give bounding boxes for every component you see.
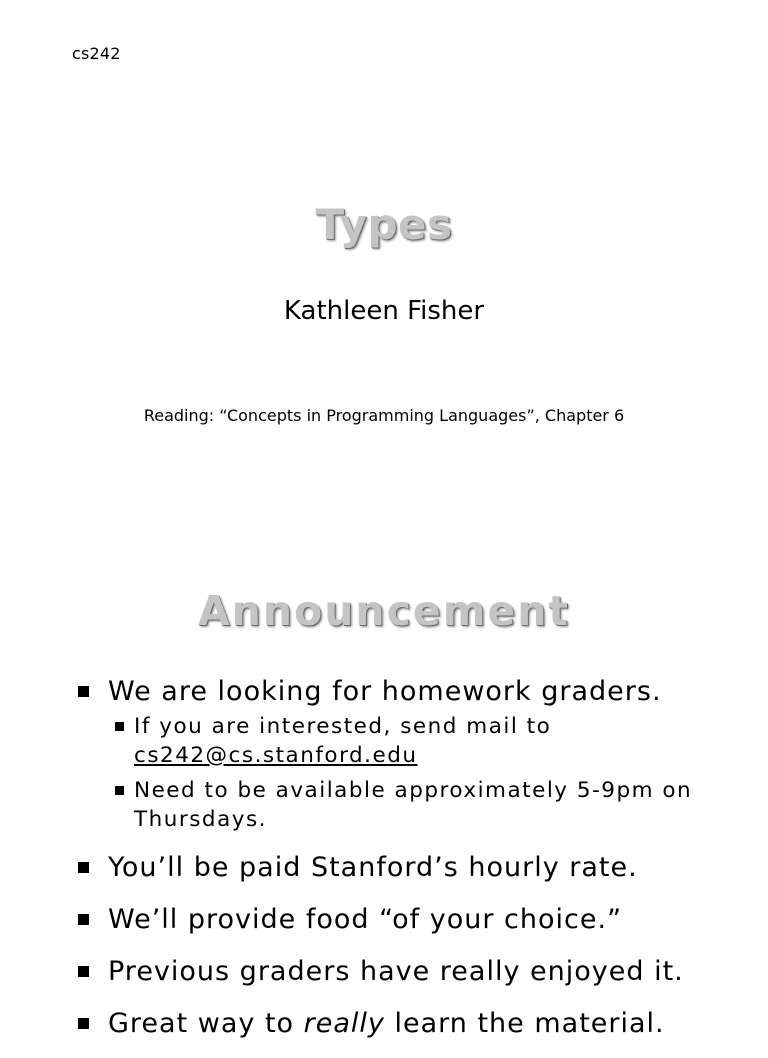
list-item-text: Previous graders have really enjoyed it. bbox=[108, 956, 684, 987]
sub-bullet-square-icon bbox=[115, 786, 124, 795]
bullet-square-icon bbox=[78, 966, 89, 977]
slide-title: Types bbox=[315, 200, 453, 249]
course-label: cs242 bbox=[72, 44, 121, 63]
list-item-text: We are looking for homework graders. bbox=[108, 676, 662, 707]
list-item bbox=[0, 902, 768, 938]
bullet-square-icon bbox=[78, 862, 89, 873]
list-item-text: You’ll be paid Stanford’s hourly rate. bbox=[108, 852, 638, 883]
bullet-square-icon bbox=[78, 686, 89, 697]
list-item-text-start: Great way to bbox=[108, 1008, 304, 1039]
list-item-emphasis: really bbox=[303, 1008, 385, 1039]
announcement-list bbox=[0, 674, 768, 1058]
list-item bbox=[0, 954, 768, 990]
list-item bbox=[0, 850, 768, 886]
reading-note: Reading: “Concepts in Programming Languages”, Chapter 6 bbox=[143, 406, 625, 425]
sub-list-item-text: If you are interested, send mail to bbox=[134, 714, 552, 739]
sub-list-item-text: Need to be available approximately 5-9pm on Thursdays. bbox=[134, 778, 693, 832]
list-item-text-end: learn the material. bbox=[384, 1008, 665, 1039]
sub-bullet-square-icon bbox=[115, 722, 124, 731]
sub-list-item bbox=[108, 712, 728, 770]
author-name: Kathleen Fisher bbox=[283, 296, 485, 326]
bullet-square-icon bbox=[78, 914, 89, 925]
announcement-heading: Announcement bbox=[197, 587, 571, 635]
list-item bbox=[0, 674, 768, 834]
list-item-text: We’ll provide food “of your choice.” bbox=[108, 904, 623, 935]
email-link[interactable]: cs242@cs.stanford.edu bbox=[134, 743, 418, 768]
sub-list-item bbox=[108, 776, 728, 834]
list-item bbox=[0, 1006, 768, 1042]
sub-list bbox=[108, 712, 728, 834]
